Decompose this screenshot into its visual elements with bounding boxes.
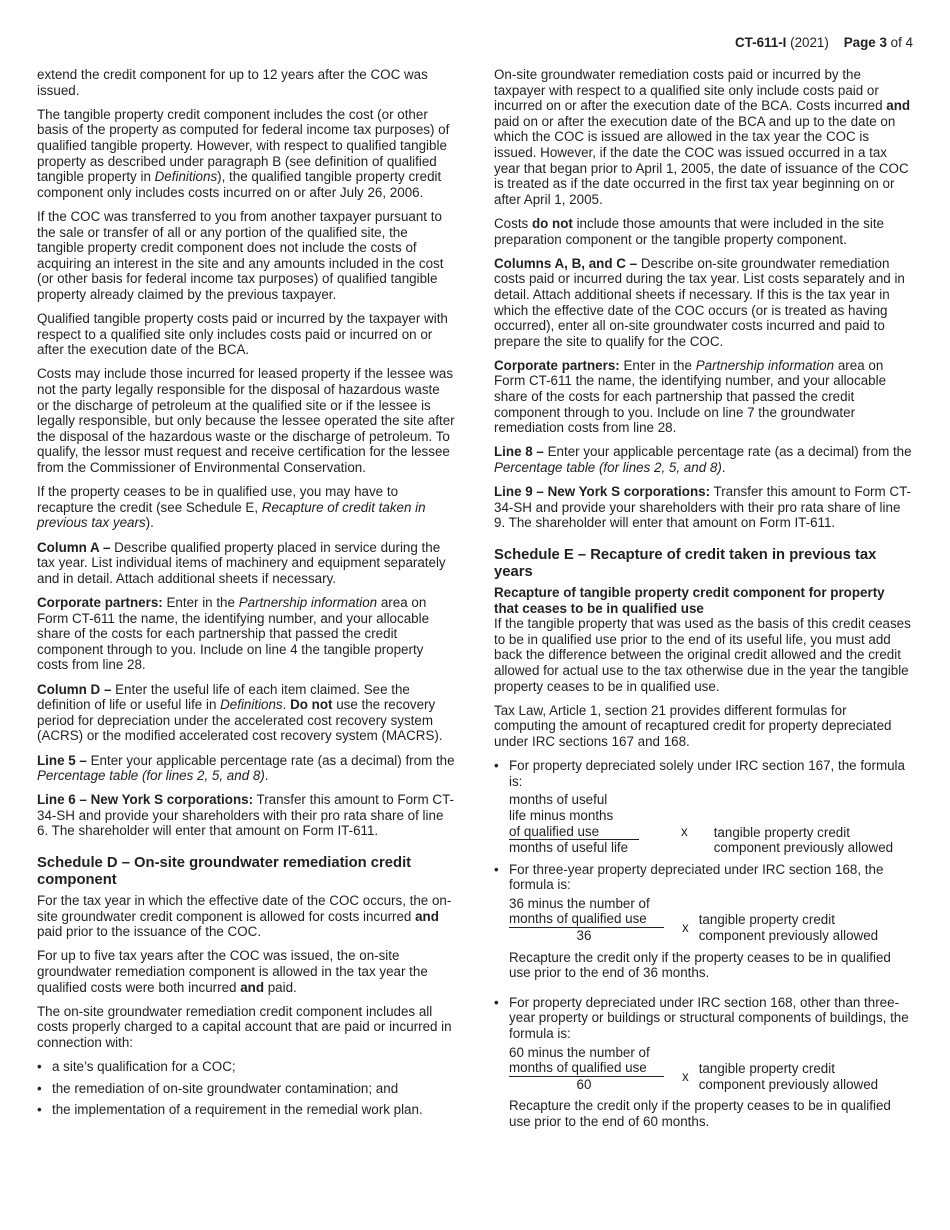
- line-8-instructions: Line 8 – Enter your applicable percentage rate (as a decimal) from the Percentage table (for lines 2, 5, and 8).: [494, 444, 912, 476]
- formula-list: [494, 758, 912, 1129]
- page-of: of 4: [890, 35, 913, 50]
- paragraph: Qualified tangible property costs paid or incurred by the taxpayer with respect to a qualified site only includes costs paid or incurred on or after the execution date of the BCA.: [37, 311, 448, 358]
- list-item: • For three-year property depreciated under IRC section 168, the formula is: 36 minus the number of months of qualified use 36 x tangible property credit component previously allowed Recapture the credit only if the property ceases to be in qualified use prior to the end of 36 months.: [494, 862, 912, 981]
- page-number: 3: [879, 35, 887, 50]
- paragraph: If the tangible property that was used as the basis of this credit ceases to be in qualified use prior to the end of its useful life, you must add back the difference between the original credit allowed and the credit allowed for actual use to the tax otherwise due in the year the tangible property ceases to be in qualified use.: [494, 616, 911, 694]
- paragraph: If the property ceases to be in qualified use, you may have to recapture the credit (see Schedule E, Recapture of credit taken in previous tax years).: [37, 484, 426, 531]
- recapture-subheading: Recapture of tangible property credit component for property that ceases to be in qualified use: [494, 585, 885, 616]
- page-word: Page: [843, 35, 876, 50]
- list-item: • a site’s qualification for a COC;: [37, 1059, 455, 1075]
- formula-section-167: [509, 792, 912, 855]
- list-item: • For property depreciated under IRC section 168, other than three-year property or buildings or structural components of buildings, the formula is: 60 minus the number of months of qualified use 60 x tangible property credit component previously allowed Recapture the credit only if the property ceases to be in qualified use prior to the end of 60 months.: [494, 995, 912, 1130]
- column-d-instructions: Column D – Enter the useful life of each item claimed. See the definition of life or useful life in Definitions. Do not use the recovery period for depreciation under the accelerated cost recovery system (ACRS) or the modified accelerated cost recovery system (MACRS).: [37, 681, 443, 744]
- line-9-instructions: Line 9 – New York S corporations: Transfer this amount to Form CT-34-SH and provide your shareholders with their pro rata share of line 9. The shareholder will enter that amount on Form IT-611.: [494, 484, 911, 531]
- paragraph: The on-site groundwater remediation credit component includes all costs properly charged to a capital account that are paid or incurred in connection with:: [37, 1003, 452, 1050]
- corporate-partners-note: Corporate partners: Enter in the Partnership information area on Form CT-611 the name, the identifying number, and your allocable share of the costs for each partnership that passed the credit component through to you. Include on line 4 the tangible property costs from line 28.: [37, 594, 430, 673]
- page-header: [735, 35, 913, 51]
- formula-fraction: 60 minus the number of months of qualified use 60: [509, 1045, 664, 1093]
- formula-rhs: tangible property credit component previously allowed: [698, 1061, 879, 1092]
- form-id: CT-611-I: [735, 35, 787, 50]
- paragraph: On-site groundwater remediation costs paid or incurred by the taxpayer with respect to a qualified site only include costs paid or incurred on or after the execution date of the BCA. Costs incurred and paid on or after the execution date of the BCA and up to the date on which the COC is issued are allowed in the tax year the COC is issued. However, if the date the COC was issued occurred in a tax year that began prior to April 1, 2005, the date of issuance of the COC is treated as if the date occurred in the first tax year beginning on or after April 1, 2005.: [494, 67, 911, 207]
- formula-three-year: [509, 896, 912, 944]
- paragraph: The tangible property credit component includes the cost (or other basis of the property as computed for federal income tax purposes) of qualified tangible property. However, with respect to qualified tangible property as described under paragraph B (see definition of qualified tangible property in Definitions), the qualified tangible property credit component only includes costs incurred on or after July 26, 2006.: [37, 106, 450, 200]
- paragraph: Tax Law, Article 1, section 21 provides different formulas for computing the amount of recaptured credit for property depreciated under IRC sections 167 and 168.: [494, 702, 892, 749]
- formula-fraction: months of useful life minus months of qualified use months of useful life: [509, 792, 639, 855]
- formula-rhs: tangible property credit component previously allowed: [713, 824, 894, 856]
- left-column: [37, 67, 455, 1124]
- list-item: • the implementation of a requirement in the remedial work plan.: [37, 1102, 455, 1118]
- corporate-partners-note: Corporate partners: Enter in the Partnership information area on Form CT-611 the name, the identifying number, and your allocable share of the costs for each partnership that passed the credit component through to you. Include on line 7 the groundwater remediation costs from line 28.: [494, 357, 887, 436]
- right-column: [494, 67, 912, 1138]
- paragraph: For up to five tax years after the COC was issued, the on-site groundwater remediation component is allowed in the tax year the qualified costs were both incurred and paid.: [37, 948, 428, 995]
- paragraph: Costs do not include those amounts that were included in the site preparation component or the tangible property component.: [494, 215, 885, 247]
- list-item: • For property depreciated solely under IRC section 167, the formula is: months of useful life minus months of qualified use months of useful life x tangible property credit component previously allowed: [494, 758, 912, 856]
- multiply-sign: x: [682, 920, 689, 936]
- paragraph: If the COC was transferred to you from another taxpayer pursuant to the sale or transfer of all or any portion of the qualified site, the tangible property credit component does not include the costs of acquiring an interest in the site and any amounts included in the cost (or other basis for federal income tax purposes) of qualified tangible property already claimed by the previous taxpayer.: [37, 208, 444, 302]
- recapture-note-36: Recapture the credit only if the property ceases to be in qualified use prior to the end of 36 months.: [509, 949, 891, 981]
- schedule-e-heading: Schedule E – Recapture of credit taken in previous tax years: [494, 547, 877, 580]
- columns-abc-instructions: Columns A, B, and C – Describe on-site groundwater remediation costs paid or incurred during the tax year. List costs separately and in detail. Attach additional sheets if necessary. If this is the tax year in which the effective date of the COC occurs (or is treated as having occurred), enter all on-site groundwater costs incurred and paid to prepare the site to qualify for the COC.: [494, 255, 905, 349]
- multiply-sign: x: [682, 1068, 689, 1084]
- list-item: • the remediation of on-site groundwater contamination; and: [37, 1081, 455, 1097]
- paragraph: Costs may include those incurred for leased property if the lessee was not the party legally responsible for the disposal of hazardous waste or the discharge of petroleum at the qualified site or if the lessee is legally responsible, but only because the lessee operated the site after the disposal of the hazardous waste or the discharge of petroleum. To qualify, the lessor must request and receive certification for the lessee from the Commissioner of Environmental Conservation.: [37, 366, 455, 476]
- connection-list: [37, 1059, 455, 1118]
- schedule-d-heading: Schedule D – On-site groundwater remediation credit component: [37, 855, 412, 889]
- column-a-instructions: Column A – Describe qualified property placed in service during the tax year. List individual items of machinery and equipment separately and in detail. Attach additional sheets if necessary.: [37, 539, 446, 586]
- line-5-instructions: Line 5 – Enter your applicable percentage rate (as a decimal) from the Percentage table (for lines 2, 5, and 8).: [37, 752, 455, 784]
- line-6-instructions: Line 6 – New York S corporations: Transfer this amount to Form CT-34-SH and provide your shareholders with their pro rata share of line 6. The shareholder will enter that amount on Form IT-611.: [37, 792, 454, 839]
- form-year: (2021): [790, 35, 829, 50]
- formula-other-168: [509, 1045, 912, 1093]
- formula-rhs: tangible property credit component previously allowed: [698, 912, 879, 944]
- formula-fraction: 36 minus the number of months of qualified use 36: [509, 896, 664, 944]
- recapture-note-60: Recapture the credit only if the property ceases to be in qualified use prior to the end of 60 months.: [509, 1098, 891, 1129]
- multiply-sign: x: [681, 824, 688, 840]
- paragraph: extend the credit component for up to 12 years after the COC was issued.: [37, 67, 428, 98]
- paragraph: For the tax year in which the effective date of the COC occurs, the on-site groundwater credit component is allowed for costs incurred and paid prior to the issuance of the COC.: [37, 893, 452, 940]
